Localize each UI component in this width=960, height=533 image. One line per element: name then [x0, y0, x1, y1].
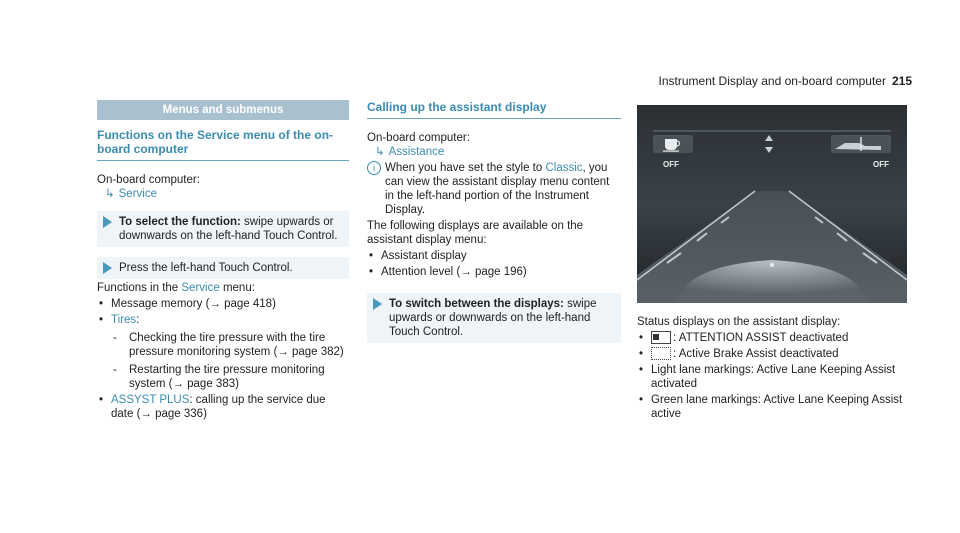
info-note: i When you have set the style to Classic, you can view the assistant display menu content in the left-hand portion of the Instrument Display.	[367, 161, 621, 217]
off-label-left: OFF	[663, 160, 679, 169]
functions-intro: Functions in the Service menu:	[97, 282, 255, 294]
intro-text: On-board computer:	[97, 174, 200, 186]
menu-path[interactable]: ↳ Assistance	[375, 146, 445, 158]
right-column	[637, 105, 907, 421]
list-item: • ASSYST PLUS: calling up the service due date (→ page 336)	[97, 393, 349, 421]
list-item: • : ATTENTION ASSIST deactivated	[637, 331, 907, 345]
coffee-cup-icon	[665, 139, 677, 150]
info-icon: i	[367, 161, 381, 175]
play-step-icon	[103, 216, 112, 228]
list-item: • Message memory (→ page 418)	[97, 297, 349, 311]
brake-assist-off-icon	[651, 347, 671, 360]
list-intro: The following displays are available on the assistant display menu:	[367, 220, 584, 246]
service-menu-heading: Functions on the Service menu of the on-board computer	[97, 128, 349, 161]
middle-column	[367, 100, 621, 343]
intro-text: On-board computer:	[367, 132, 470, 144]
assistant-display-heading: Calling up the assistant display	[367, 100, 621, 119]
step-switch-displays: To switch between the displays: swipe upwards or downwards on the left-hand Touch Control.	[367, 293, 621, 343]
attention-assist-off-icon	[651, 331, 671, 344]
page-number: 215	[891, 74, 912, 88]
step-select-function: To select the function: swipe upwards or downwards on the left-hand Touch Control.	[97, 211, 349, 247]
section-bar: Menus and submenus	[97, 100, 349, 120]
assistant-display-screenshot	[637, 105, 907, 303]
list-item: • : Active Brake Assist deactivated	[637, 347, 907, 361]
step-press-touch-control: Press the left-hand Touch Control.	[97, 257, 349, 279]
menu-path[interactable]: ↳ Service	[105, 188, 157, 200]
play-step-icon	[373, 298, 382, 310]
return-arrow-icon: ↳	[105, 188, 115, 200]
list-item: • Light lane markings: Active Lane Keeping Assist activated	[637, 363, 907, 391]
list-item: • Tires:	[97, 313, 349, 327]
list-item: • Attention level (→ page 196)	[367, 265, 621, 279]
status-caption: Status displays on the assistant display:	[637, 316, 841, 328]
header-title: Instrument Display and on-board computer	[658, 74, 886, 88]
assistant-display-graphic	[637, 105, 907, 303]
sub-list-item: - Checking the tire pressure with the tire pressure monitoring system (→ page 382)	[113, 332, 344, 358]
list-item: • Green lane markings: Active Lane Keeping Assist active	[637, 393, 907, 421]
page-header	[659, 74, 912, 88]
play-step-icon	[103, 262, 112, 274]
sub-list-item: - Restarting the tire pressure monitoring system (→ page 383)	[113, 364, 325, 390]
list-item: • Assistant display	[367, 249, 621, 263]
left-column	[97, 100, 349, 421]
return-arrow-icon: ↳	[375, 146, 385, 158]
off-label-right: OFF	[873, 160, 889, 169]
